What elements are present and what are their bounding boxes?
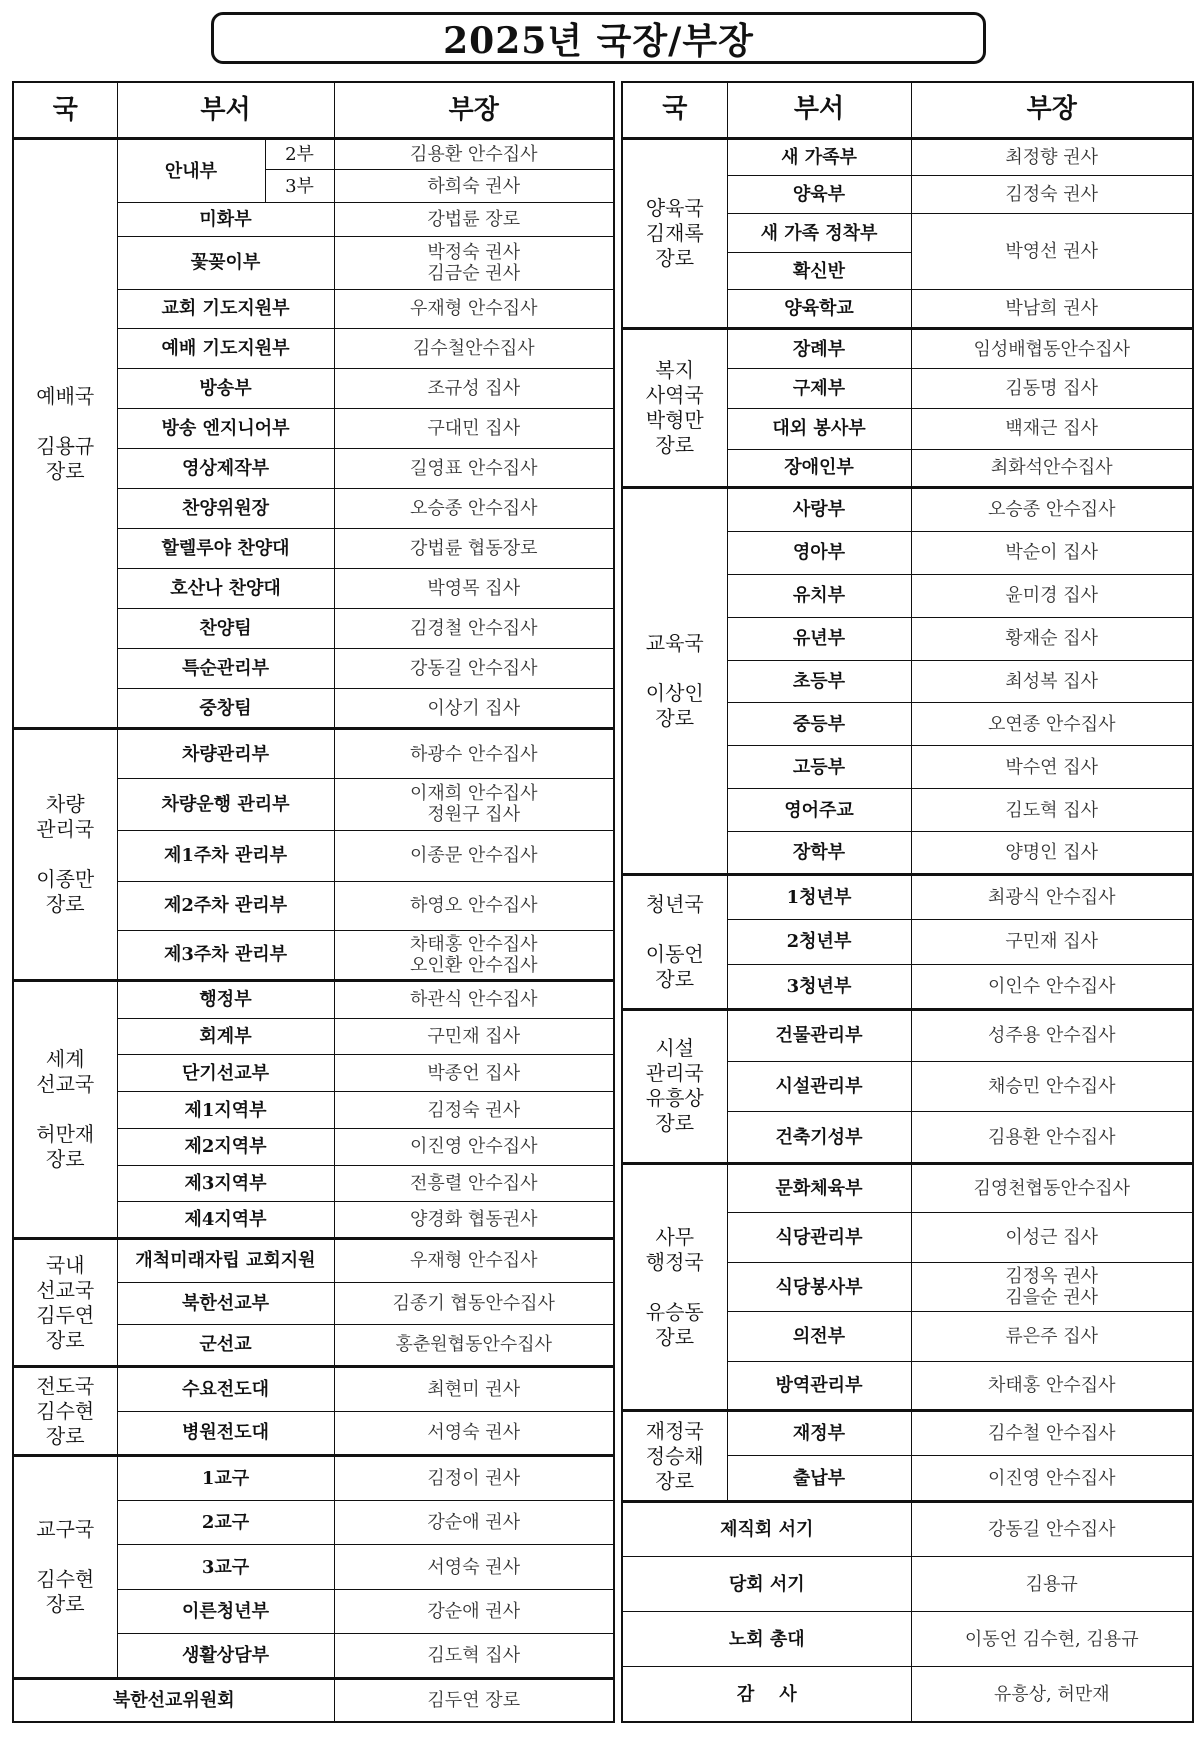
bureau-label: 장로 — [655, 1324, 695, 1349]
department-cell: 장애인부 — [727, 449, 911, 487]
table-row — [622, 1411, 1193, 1456]
officer-row — [622, 1557, 1193, 1612]
sub-department-cell: 3부 — [265, 170, 334, 202]
bureau-label: 이동언 — [645, 941, 704, 966]
head-cell: 박영목 집사 — [334, 568, 614, 608]
head-cell: 이진영 안수집사 — [334, 1128, 614, 1165]
bureau-label: 장로 — [655, 1468, 695, 1493]
officer-name: 유흥상, 허만재 — [911, 1667, 1193, 1722]
table-row — [622, 328, 1193, 369]
head-name: 정원구 집사 — [427, 804, 521, 826]
right-roster-table — [621, 81, 1194, 1723]
head-cell: 강동길 안수집사 — [334, 649, 614, 689]
department-cell: 새 가족 정착부 — [727, 214, 911, 252]
head-cell — [334, 930, 614, 980]
department-cell: 장학부 — [727, 831, 911, 874]
head-cell: 김경철 안수집사 — [334, 609, 614, 649]
department-cell: 행정부 — [117, 980, 334, 1018]
head-cell: 최광식 안수집사 — [911, 874, 1193, 919]
head-cell: 김용환 안수집사 — [911, 1112, 1193, 1164]
bureau-label: 장로 — [655, 705, 695, 730]
head-cell — [334, 237, 614, 289]
department-cell: 중창팀 — [117, 689, 334, 729]
table-row — [622, 874, 1193, 919]
bureau-label: 청년국 — [645, 891, 704, 916]
bureau-cell — [622, 328, 727, 487]
department-cell: 수요전도대 — [117, 1367, 334, 1412]
bureau-label — [14, 409, 117, 434]
bureau-label: 박형만 — [645, 407, 704, 432]
head-cell: 김동명 집사 — [911, 369, 1193, 409]
bureau-cell — [622, 138, 727, 328]
right-header-row — [622, 82, 1193, 138]
head-name: 오인환 안수집사 — [410, 954, 538, 976]
head-cell: 박수연 집사 — [911, 746, 1193, 789]
head-cell: 오승종 안수집사 — [911, 488, 1193, 532]
page-title: 2025년 국장/부장 — [211, 12, 986, 64]
head-cell: 오연종 안수집사 — [911, 703, 1193, 746]
head-name: 김금순 권사 — [427, 262, 521, 284]
committee-label: 북한선교위원회 — [13, 1678, 334, 1722]
head-cell: 하광수 안수집사 — [334, 729, 614, 779]
head-cell: 차태홍 안수집사 — [911, 1361, 1193, 1410]
head-cell: 이인수 안수집사 — [911, 964, 1193, 1009]
bureau-label: 장로 — [655, 432, 695, 457]
bureau-label: 김재록 — [645, 220, 704, 245]
head-cell: 강순애 권사 — [334, 1589, 614, 1634]
bureau-cell — [622, 1010, 727, 1164]
head-cell: 이상기 집사 — [334, 689, 614, 729]
bureau-label — [623, 1275, 727, 1300]
table-row — [622, 138, 1193, 175]
department-cell: 양육학교 — [727, 290, 911, 328]
bureau-label: 정승채 — [645, 1443, 704, 1468]
bureau-cell — [13, 729, 117, 981]
bureau-label: 이상인 — [645, 680, 704, 705]
head-cell: 이진영 안수집사 — [911, 1456, 1193, 1502]
committee-head: 김두연 장로 — [334, 1678, 614, 1722]
department-cell: 2청년부 — [727, 919, 911, 964]
department-cell: 장례부 — [727, 328, 911, 369]
bureau-label: 장로 — [45, 1327, 85, 1352]
head-cell: 류은주 집사 — [911, 1312, 1193, 1361]
department-cell: 식당봉사부 — [727, 1262, 911, 1311]
table-row — [622, 1010, 1193, 1062]
officer-name: 김용규 — [911, 1557, 1193, 1612]
bureau-label: 교육국 — [645, 630, 704, 655]
bureau-label — [14, 1542, 117, 1567]
bureau-label — [14, 842, 117, 867]
head-cell: 강법륜 협동장로 — [334, 528, 614, 568]
head-cell: 채승민 안수집사 — [911, 1061, 1193, 1112]
department-cell: 이른청년부 — [117, 1589, 334, 1634]
head-cell: 양명인 집사 — [911, 831, 1193, 874]
head-cell: 김정숙 권사 — [911, 175, 1193, 213]
left-footer-row — [13, 1678, 614, 1722]
bureau-label: 장로 — [655, 966, 695, 991]
bureau-label: 김두연 — [36, 1302, 95, 1327]
officer-row — [622, 1502, 1193, 1557]
bureau-label: 사무 — [655, 1224, 695, 1249]
head-cell: 김종기 협동안수집사 — [334, 1282, 614, 1324]
head-cell: 윤미경 집사 — [911, 574, 1193, 617]
head-cell: 성주용 안수집사 — [911, 1010, 1193, 1062]
head-cell: 서영숙 권사 — [334, 1545, 614, 1590]
table-row — [13, 729, 614, 779]
bureau-label: 이종만 — [36, 867, 95, 892]
bureau-label: 양육국 — [645, 195, 704, 220]
head-cell: 전흥렬 안수집사 — [334, 1165, 614, 1202]
head-cell: 백재근 집사 — [911, 408, 1193, 449]
head-name: 박정숙 권사 — [427, 241, 521, 263]
head-cell: 서영숙 권사 — [334, 1411, 614, 1456]
bureau-cell — [622, 1411, 727, 1502]
department-cell: 방송부 — [117, 368, 334, 408]
table-row — [622, 1163, 1193, 1212]
department-cell: 안내부 — [117, 139, 265, 202]
department-cell: 3청년부 — [727, 964, 911, 1009]
bureau-label: 관리국 — [36, 817, 95, 842]
bureau-label: 선교국 — [36, 1277, 95, 1302]
head-cell: 우재형 안수집사 — [334, 1239, 614, 1282]
bureau-cell — [13, 1456, 117, 1679]
bureau-cell — [622, 874, 727, 1009]
department-cell: 영아부 — [727, 531, 911, 574]
head-name: 차태홍 안수집사 — [410, 933, 538, 955]
bureau-label — [14, 1097, 117, 1122]
head-cell: 박영선 권사 — [911, 214, 1193, 290]
department-cell: 유치부 — [727, 574, 911, 617]
bureau-label: 국내 — [45, 1252, 85, 1277]
table-row — [13, 1239, 614, 1282]
department-cell: 찬양위원장 — [117, 488, 334, 528]
head-name: 이재희 안수집사 — [410, 783, 538, 805]
head-cell: 이성근 집사 — [911, 1213, 1193, 1262]
bureau-label: 차량 — [45, 792, 85, 817]
bureau-label: 김수현 — [36, 1398, 95, 1423]
bureau-header: 국 — [622, 82, 727, 138]
head-header: 부장 — [334, 82, 614, 139]
department-cell: 제2주차 관리부 — [117, 881, 334, 930]
head-cell: 오승종 안수집사 — [334, 488, 614, 528]
department-header: 부서 — [727, 82, 911, 138]
head-cell: 길영표 안수집사 — [334, 448, 614, 488]
department-cell: 차량관리부 — [117, 729, 334, 779]
department-cell: 미화부 — [117, 202, 334, 237]
department-cell: 개척미래자립 교회지원 — [117, 1239, 334, 1282]
department-cell: 재정부 — [727, 1411, 911, 1456]
bureau-cell — [622, 488, 727, 875]
bureau-label — [623, 656, 727, 681]
officer-name: 강동길 안수집사 — [911, 1502, 1193, 1557]
head-cell: 박순이 집사 — [911, 531, 1193, 574]
head-cell: 강순애 권사 — [334, 1500, 614, 1545]
bureau-label: 선교국 — [36, 1072, 95, 1096]
bureau-label: 세계 — [45, 1047, 85, 1071]
department-cell: 병원전도대 — [117, 1411, 334, 1456]
department-cell: 생활상담부 — [117, 1634, 334, 1679]
department-cell: 고등부 — [727, 746, 911, 789]
head-cell: 최성복 집사 — [911, 660, 1193, 703]
bureau-cell — [13, 1367, 117, 1456]
department-cell: 중등부 — [727, 703, 911, 746]
department-cell: 단기선교부 — [117, 1055, 334, 1092]
department-cell: 예배 기도지원부 — [117, 328, 334, 368]
department-cell: 시설관리부 — [727, 1061, 911, 1112]
officer-row — [622, 1667, 1193, 1722]
department-cell: 호산나 찬양대 — [117, 568, 334, 608]
department-cell: 제4지역부 — [117, 1202, 334, 1239]
bureau-label: 재정국 — [645, 1418, 704, 1443]
head-cell: 김용환 안수집사 — [334, 139, 614, 170]
table-row — [13, 1367, 614, 1412]
head-name: 김을순 권사 — [1005, 1287, 1099, 1309]
table-row — [13, 980, 614, 1018]
head-cell: 임성배협동안수집사 — [911, 328, 1193, 369]
head-cell: 황재순 집사 — [911, 617, 1193, 660]
bureau-label: 예배국 — [36, 383, 95, 408]
head-cell: 이종문 안수집사 — [334, 830, 614, 881]
department-cell: 1교구 — [117, 1456, 334, 1501]
department-cell: 확신반 — [727, 252, 911, 289]
bureau-cell — [13, 980, 117, 1238]
table-row — [622, 488, 1193, 532]
department-cell: 대외 봉사부 — [727, 408, 911, 449]
department-cell: 회계부 — [117, 1018, 334, 1055]
head-cell: 김정숙 권사 — [334, 1092, 614, 1129]
head-cell: 우재형 안수집사 — [334, 289, 614, 328]
head-cell: 홍춘원협동안수집사 — [334, 1324, 614, 1366]
department-cell: 구제부 — [727, 369, 911, 409]
department-cell: 제1주차 관리부 — [117, 830, 334, 881]
bureau-label — [623, 917, 727, 942]
department-cell: 영어주교 — [727, 789, 911, 832]
department-cell: 교회 기도지원부 — [117, 289, 334, 328]
department-cell: 군선교 — [117, 1324, 334, 1366]
department-cell: 제3주차 관리부 — [117, 930, 334, 980]
department-cell: 1청년부 — [727, 874, 911, 919]
bureau-label: 유승동 — [645, 1299, 704, 1324]
officer-role: 감 사 — [622, 1667, 911, 1722]
department-cell: 방송 엔지니어부 — [117, 408, 334, 448]
head-cell: 김도혁 집사 — [911, 789, 1193, 832]
department-cell: 사랑부 — [727, 488, 911, 532]
bureau-label: 행정국 — [645, 1249, 704, 1274]
table-row — [13, 139, 614, 170]
head-cell: 하희숙 권사 — [334, 170, 614, 202]
bureau-label: 허만재 — [36, 1122, 95, 1146]
bureau-label: 복지 — [655, 357, 695, 382]
head-cell: 김수철 안수집사 — [911, 1411, 1193, 1456]
head-cell: 하관식 안수집사 — [334, 980, 614, 1018]
head-cell: 최현미 권사 — [334, 1367, 614, 1412]
bureau-label: 장로 — [655, 245, 695, 270]
head-cell: 김정이 권사 — [334, 1456, 614, 1501]
bureau-label: 김용규 — [36, 433, 95, 458]
bureau-cell — [622, 1163, 727, 1410]
department-cell: 차량운행 관리부 — [117, 779, 334, 830]
bureau-label: 장로 — [45, 892, 85, 917]
bureau-label: 장로 — [45, 1147, 85, 1171]
officer-role: 당회 서기 — [622, 1557, 911, 1612]
department-cell: 건물관리부 — [727, 1010, 911, 1062]
department-cell: 양육부 — [727, 175, 911, 213]
bureau-label: 관리국 — [645, 1061, 704, 1086]
department-cell: 할렐루야 찬양대 — [117, 528, 334, 568]
head-cell: 김영천협동안수집사 — [911, 1163, 1193, 1212]
head-cell: 최정향 권사 — [911, 138, 1193, 175]
head-cell: 양경화 협동권사 — [334, 1202, 614, 1239]
officer-row — [622, 1612, 1193, 1667]
left-roster-table — [12, 81, 615, 1723]
department-cell: 찬양팀 — [117, 609, 334, 649]
department-cell: 건축기성부 — [727, 1112, 911, 1164]
bureau-label: 유흥상 — [645, 1086, 704, 1111]
bureau-header: 국 — [13, 82, 117, 139]
department-cell: 출납부 — [727, 1456, 911, 1502]
department-cell: 특순관리부 — [117, 649, 334, 689]
head-cell: 김수철안수집사 — [334, 328, 614, 368]
department-cell: 제1지역부 — [117, 1092, 334, 1129]
bureau-label: 사역국 — [645, 382, 704, 407]
department-cell: 방역관리부 — [727, 1361, 911, 1410]
head-name: 김정옥 권사 — [1005, 1266, 1099, 1288]
officer-role: 제직회 서기 — [622, 1502, 911, 1557]
bureau-cell — [13, 1239, 117, 1367]
bureau-label: 전도국 — [36, 1373, 95, 1398]
head-cell: 김도혁 집사 — [334, 1634, 614, 1679]
department-cell: 식당관리부 — [727, 1213, 911, 1262]
officer-role: 노회 총대 — [622, 1612, 911, 1667]
sub-department-cell: 2부 — [265, 139, 334, 170]
table-row — [13, 1456, 614, 1501]
department-cell: 제3지역부 — [117, 1165, 334, 1202]
department-cell: 문화체육부 — [727, 1163, 911, 1212]
department-cell: 초등부 — [727, 660, 911, 703]
head-cell: 구민재 집사 — [334, 1018, 614, 1055]
department-cell: 새 가족부 — [727, 138, 911, 175]
department-cell: 제2지역부 — [117, 1128, 334, 1165]
bureau-label: 장로 — [655, 1111, 695, 1136]
department-cell: 2교구 — [117, 1500, 334, 1545]
left-header-row — [13, 82, 614, 139]
department-cell: 의전부 — [727, 1312, 911, 1361]
department-cell: 유년부 — [727, 617, 911, 660]
head-cell — [911, 1262, 1193, 1311]
bureau-label: 김수현 — [36, 1567, 95, 1592]
head-cell — [334, 779, 614, 830]
head-cell: 구민재 집사 — [911, 919, 1193, 964]
department-cell: 영상제작부 — [117, 448, 334, 488]
department-cell: 꽃꽂이부 — [117, 237, 334, 289]
department-cell: 3교구 — [117, 1545, 334, 1590]
head-cell: 하영오 안수집사 — [334, 881, 614, 930]
head-cell: 최화석안수집사 — [911, 449, 1193, 487]
bureau-label: 장로 — [45, 1592, 85, 1617]
bureau-label: 교구국 — [36, 1517, 95, 1542]
department-cell: 북한선교부 — [117, 1282, 334, 1324]
bureau-cell — [13, 139, 117, 729]
head-cell: 강법륜 장로 — [334, 202, 614, 237]
head-cell: 박종언 집사 — [334, 1055, 614, 1092]
bureau-label: 장로 — [45, 1423, 85, 1448]
bureau-label: 장로 — [45, 458, 85, 483]
head-header: 부장 — [911, 82, 1193, 138]
head-cell: 구대민 집사 — [334, 408, 614, 448]
department-header: 부서 — [117, 82, 334, 139]
head-cell: 조규성 집사 — [334, 368, 614, 408]
bureau-label: 시설 — [655, 1036, 695, 1061]
head-cell: 박남희 권사 — [911, 290, 1193, 328]
officer-name: 이동언 김수현, 김용규 — [911, 1612, 1193, 1667]
